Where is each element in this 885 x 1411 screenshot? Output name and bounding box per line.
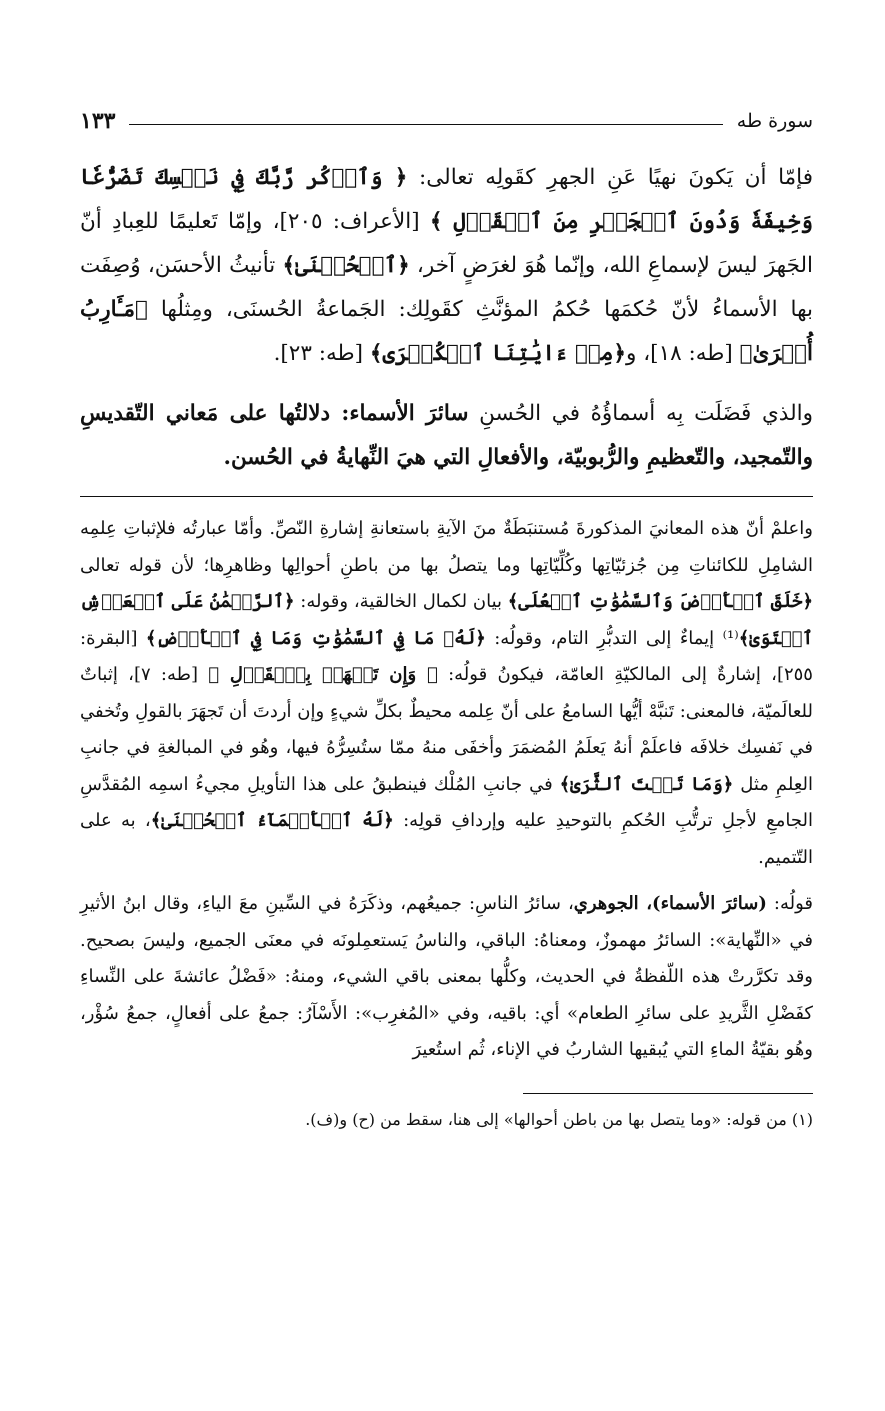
quran-quote: ﴿لَهُۥ مَا فِي ٱلسَّمَٰوَٰتِ وَمَا فِي ٱلۡأَرۡضِ﴾: [145, 627, 486, 649]
text-run: واعلمْ أنّ هذه المعانيَ المذكورةَ مُستنبَطَةٌ منَ الآيةِ باستعانةِ إشارةِ النّصِّ. وأمّا عبارتُه فلإثباتِ عِلمِه الشامِلِ للكائناتِ مِن جُزئيّاتِها وكُلِّيّاتِها وما يتصلُ بها من باطنِ أحوالِها وظاهرِها؛ لأن قوله تعالى: [80, 518, 813, 576]
text-run: [الأعراف: ٢٠٥]، وإمّا تَعليمًا للعِبادِ أنّ الجَهرَ ليسَ لإسماعِ الله، وإنّما هُوَ لغرَضٍ آخر،: [80, 209, 813, 278]
text-run: ، سائرُ الناسِ: جميعُهم، وذكَرَهُ في السِّينِ معَ الياءِ، وقال ابنُ الأثيرِ في «النِّهاية»: السائرُ مهموزٌ، ومعناهُ: الباقي، والناسُ يَستعمِلونَه في معنَى الجميع، وليسَ بصحيح. وقد تكرَّرتْ هذه اللّفظةُ في الحديث، وكلُّها بمعنى باقي الشيء، ومنهُ: «فَضْلُ عائشةَ على النِّساءِ كفَضْلِ الثَّريدِ على سائرِ الطعام» أي: باقيه، وفي «المُغرِب»: الأَسْآرُ: جمعُ على أفعالٍ، جمعُ سُؤْر، وهُو بقيّةُ الماءِ التي يُبقيها الشاربُ في الإناء، ثُم استُعيرَ: [80, 893, 813, 1060]
text-run: [البقرة: ٢٥٥]، إشارةٌ إلى المالكيّةِ العامّة، فيكونُ قولُه:: [80, 627, 813, 685]
text-run: والذي فَضَلَت بِه أسماؤُهُ في الحُسنِ: [468, 401, 813, 426]
main-text: [80, 156, 813, 480]
text-run: في جانبِ المُلْك فينطبقُ على هذا التأويلِ مجيءُ اسمِه المُقدَّسِ الجامعِ لأجلِ ترتُّبِ الحُكمِ بالتوحيدِ عليه وإردافِ قولِه:: [80, 773, 813, 831]
page-number: ١٣٣: [80, 108, 116, 134]
footnote-ref[interactable]: ⁽¹⁾: [722, 627, 739, 649]
text-run: [طه: ٧]، إثباتٌ للعالَميّة، فالمعنى: تَنبَّهْ أيُّها السامعُ على أنّ عِلمه محيطٌ بكلِّ شيءٍ وإن أردتَ أن تَجهَرَ بالقولِ وتُخفي في نَفسِك خلافَه فاعلَمْ أنهُ يَعلَمُ المُضمَرَ وأخفَى منهُ ممّا ستُسِرُّهُ فيها، وهُو في المبالغةِ في جانبِ العِلمِ مثل: [80, 664, 813, 795]
text-run: [طه: ١٨]، و: [626, 341, 740, 366]
page-header: [80, 104, 813, 138]
bold-phrase: سائرَ الأسماء: [349, 401, 469, 426]
quran-quote: ﴿مَـَٔارِبُ أُخۡرَىٰ﴾: [80, 297, 813, 366]
text-run: : دلالتُها على مَعاني التّقديسِ والتّمجيد، والتّعظيمِ والرُّبوبيّة، والأفعالِ التي هيَ النِّهايةُ في الحُسن.: [80, 401, 813, 470]
quran-quote: ﴿ وَٱذۡكُر رَّبَّكَ فِي نَفۡسِكَ تَضَرُّعٗا وَخِيفَةٗ وَدُونَ ٱلۡجَهۡرِ مِنَ ٱلۡقَوۡلِ ﴾: [80, 165, 813, 234]
text-run: إيماءٌ إلى التدبُّرِ التام، وقولُه:: [485, 627, 723, 649]
quran-quote: ﴿ٱلۡحُسۡنَىٰ﴾: [282, 253, 410, 278]
quran-quote: ﴿مِنۡ ءَايَٰتِنَا ٱلۡكُبۡرَى﴾: [369, 341, 627, 366]
quran-quote: ﴿لَهُ ٱلۡأَسۡمَآءُ ٱلۡحُسۡنَىٰ﴾: [150, 810, 394, 831]
main-paragraph-2: [80, 392, 813, 480]
text-run: بيان لكمال الخالقية، وقوله:: [294, 591, 508, 612]
commentary-divider: [80, 496, 813, 497]
commentary-paragraph-2: [80, 886, 813, 1069]
surah-title: سورة طه: [736, 110, 813, 132]
main-paragraph-1: [80, 156, 813, 376]
quran-quote: ﴿خَلَقَ ٱلۡأَرۡضَ وَٱلسَّمَٰوَٰتِ ٱلۡعُلَى﴾: [507, 591, 814, 612]
text-run: فإمّا أن يَكونَ نهيًا عَنِ الجهرِ كقَولِه تعالى:: [407, 165, 813, 190]
bold-phrase: (سائرَ الأسماء)، الجوهري: [573, 893, 767, 914]
text-run: [طه: ٢٣].: [273, 341, 370, 366]
text-run: قولُه:: [766, 893, 813, 914]
commentary-text: [80, 511, 813, 1069]
footnote-rule: [523, 1093, 813, 1094]
text-run: تأنيثُ الأحسَن، وُصِفَت بها الأسماءُ لأنّ حُكمَها حُكمُ المؤنَّثِ كقَولِك: الجَماعةُ الحُسنَى، ومِثلُها: [80, 253, 813, 322]
footnote: [80, 1106, 813, 1134]
quran-quote: ﴿ٱلرَّحۡمَٰنُ عَلَى ٱلۡعَرۡشِ ٱسۡتَوَىٰ﴾: [80, 591, 814, 649]
header-rule: [129, 124, 722, 125]
commentary-paragraph-1: [80, 511, 813, 876]
quran-quote: ﴿وَمَا تَحۡتَ ٱلثَّرَىٰ﴾: [559, 773, 734, 795]
text-run: ، به على التّتميم.: [80, 810, 813, 868]
footnote-text: (١) من قوله: «وما يتصل بها من باطن أحوالها» إلى هنا، سقط من (ح) و(ف).: [305, 1109, 813, 1129]
quran-quote: ﴿ وَإِن تَجۡهَرۡ بِٱلۡقَوۡلِ ﴾: [208, 664, 438, 685]
